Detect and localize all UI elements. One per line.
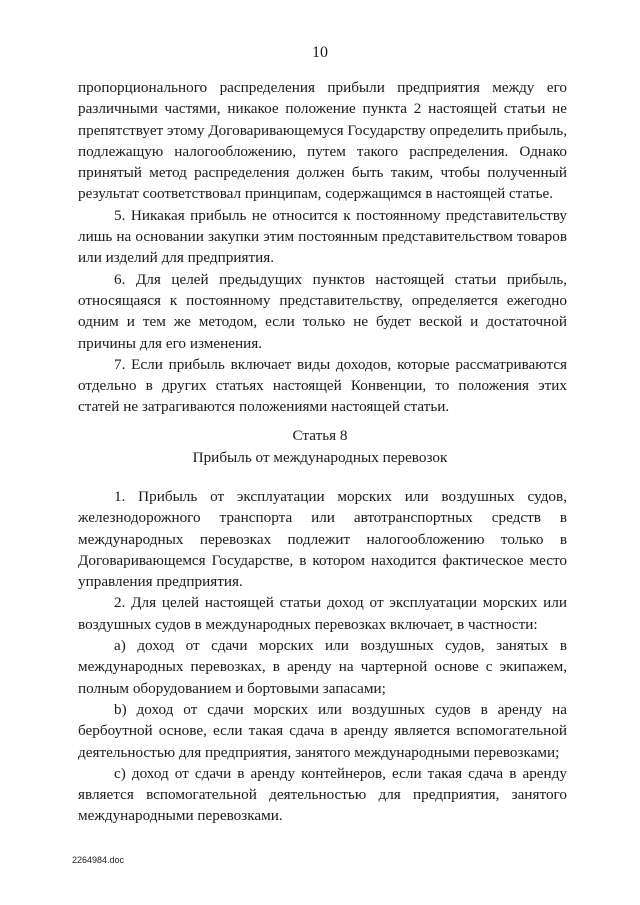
text-block-top — [78, 77, 567, 418]
article8-item-b: b) доход от сдачи морских или воздушных судов в аренду на бербоутной основе, если такая сдача в аренду является вспомогательной деятельностью для предприятия, занятого международными перевозками; — [78, 700, 567, 761]
document-filename: 2264984.doc — [72, 855, 125, 865]
article8-item-a: a) доход от сдачи морских или воздушных судов, занятых в международных перевозках, в аренду на чартерной основе с экипажем, полным оборудованием и бортовыми запасами; — [78, 637, 567, 697]
article8-paragraph-1: 1. Прибыль от эксплуатации морских или воздушных судов, железнодорожного транспорта или автотранспортных средств в международных перевозках подлежит налогообложению только в Договаривающемся Государстве, в котором находится фактическое место управления предприятия. — [78, 488, 567, 591]
article8-paragraph-2: 2. Для целей настоящей статьи доход от эксплуатации морских или воздушных судов в международных перевозках включает, в частности: — [78, 594, 567, 633]
article8-item-c: c) доход от сдачи в аренду контейнеров, если такая сдача в аренду является вспомогательной деятельностью для предприятия, занятого международными перевозками. — [78, 764, 567, 825]
article-number: Статья 8 — [292, 427, 348, 444]
paragraph-7: 7. Если прибыль включает виды доходов, которые рассматриваются отдельно в других статьях настоящей Конвенции, то положения этих статей не затрагиваются положениями настоящей статьи. — [78, 355, 567, 416]
paragraph-5: 5. Никакая прибыль не относится к постоянному представительству лишь на основании закупки этим постоянным представительством товаров или изделий для предприятия. — [78, 206, 567, 267]
paragraph-6: 6. Для целей предыдущих пунктов настоящей статьи прибыль, относящаяся к постоянному представительству, определяется ежегодно одним и тем же методом, если только не будет веской и достаточной причины для его изменения. — [78, 270, 567, 352]
article-title: Прибыль от международных перевозок — [192, 449, 448, 466]
text-block-bottom — [78, 486, 567, 827]
paragraph-continuation: пропорционального распределения прибыли предприятия между его различными частями, никакое положение пункта 2 настоящей статьи не препятствует этому Договаривающемуся Государству определить прибыль, подлежащую налогообложению, путем такого распределения. Однако принятый метод распределения должен быть таким, чтобы полученный результат соответствовал принципам, содержащимся в настоящей статье. — [78, 79, 567, 203]
page-number: 10 — [312, 44, 328, 61]
